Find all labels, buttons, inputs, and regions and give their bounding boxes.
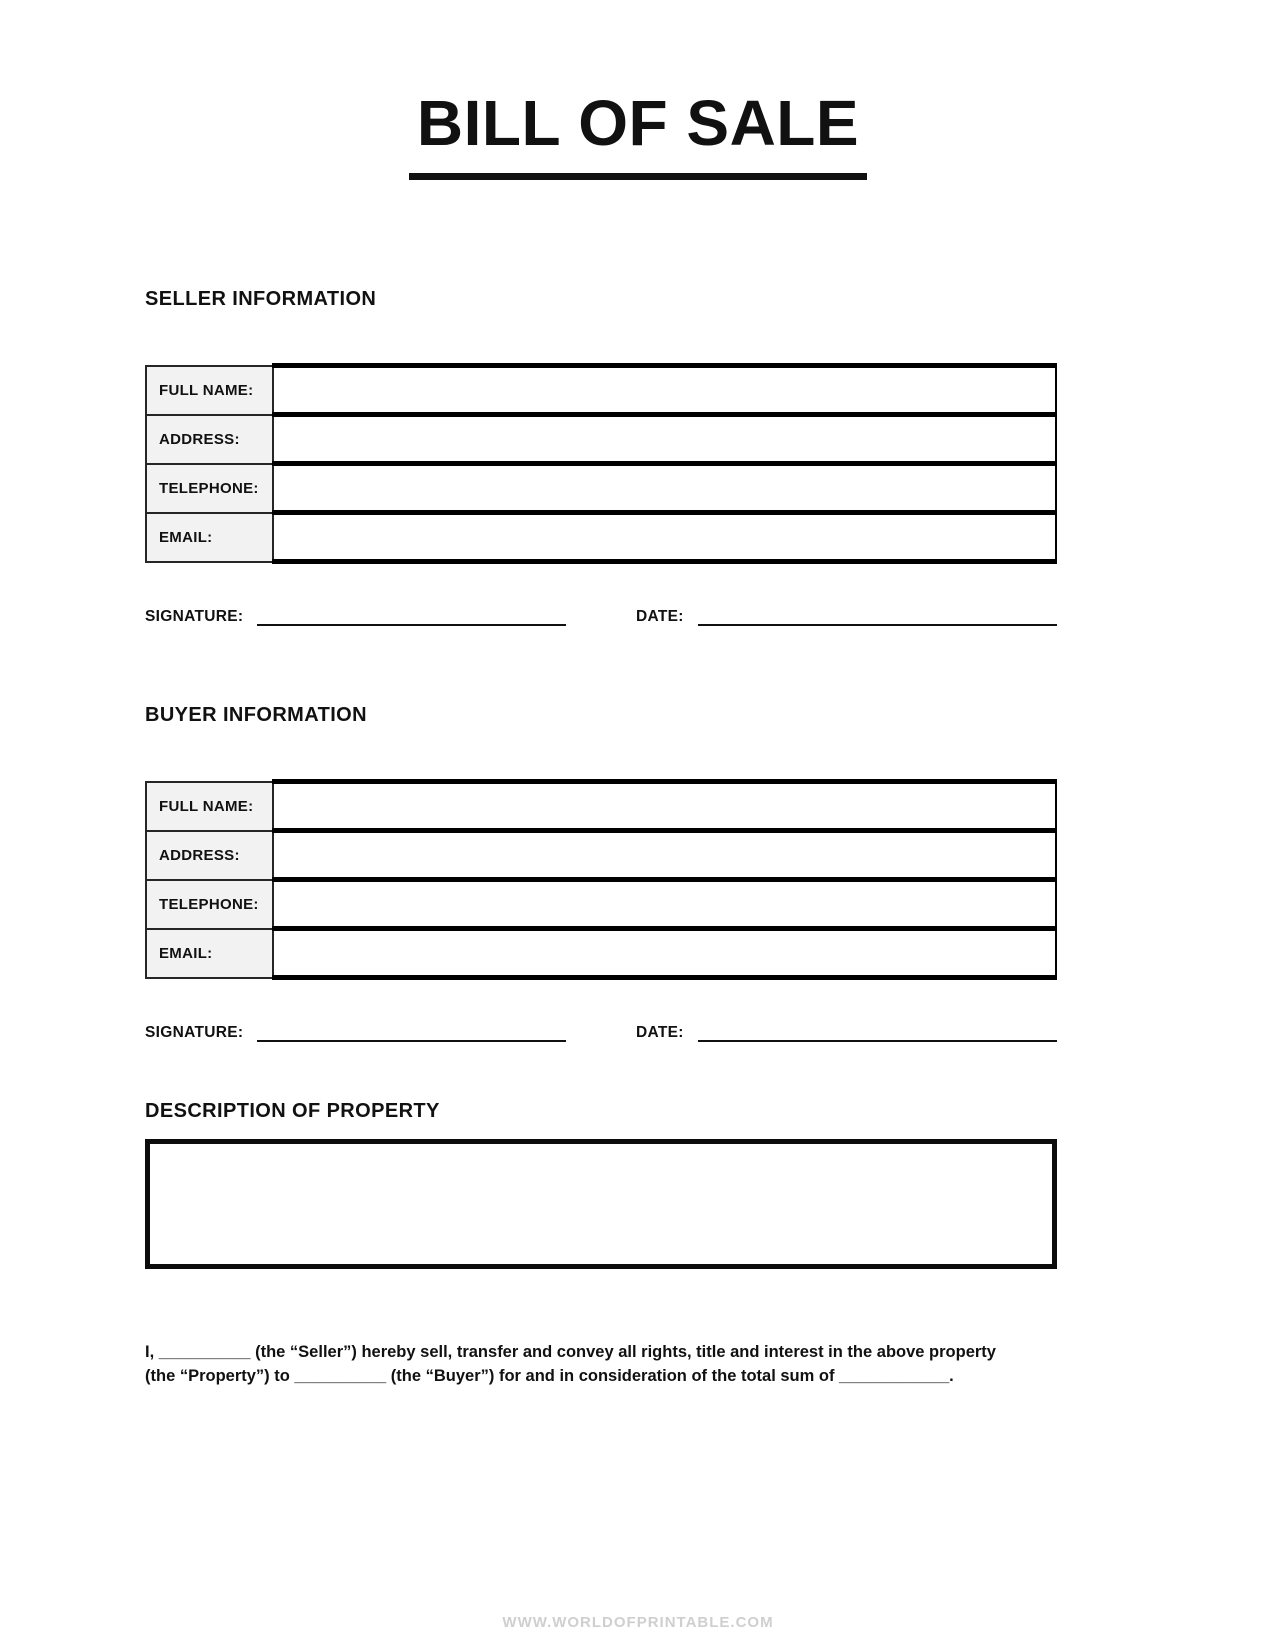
seller-date-group — [636, 608, 1057, 626]
table-row — [146, 782, 1056, 831]
seller-telephone-input[interactable] — [273, 464, 1056, 513]
buyer-date-label: DATE: — [636, 1024, 684, 1042]
buyer-address-label: ADDRESS: — [146, 831, 273, 880]
table-row — [146, 415, 1056, 464]
buyer-full-name-label: FULL NAME: — [146, 782, 273, 831]
seller-full-name-input[interactable] — [273, 366, 1056, 415]
buyer-email-label: EMAIL: — [146, 929, 273, 978]
buyer-signature-row — [145, 1020, 1057, 1042]
seller-signature-line[interactable] — [257, 610, 566, 626]
table-row — [146, 929, 1056, 978]
buyer-telephone-input[interactable] — [273, 880, 1056, 929]
table-row — [146, 366, 1056, 415]
buyer-date-group — [636, 1024, 1057, 1042]
table-row — [146, 464, 1056, 513]
legal-line-2: (the “Property”) to __________ (the “Buyer”) for and in consideration of the total sum of ____________. — [145, 1367, 954, 1386]
seller-info-table — [145, 363, 1057, 564]
table-row — [146, 880, 1056, 929]
title-underline — [409, 173, 867, 180]
property-section-heading: DESCRIPTION OF PROPERTY — [145, 1100, 440, 1123]
buyer-address-input[interactable] — [273, 831, 1056, 880]
property-description-input[interactable] — [145, 1139, 1057, 1269]
seller-signature-label: SIGNATURE: — [145, 608, 244, 626]
buyer-signature-label: SIGNATURE: — [145, 1024, 244, 1042]
seller-date-line[interactable] — [698, 610, 1057, 626]
seller-date-label: DATE: — [636, 608, 684, 626]
legal-line-1: I, __________ (the “Seller”) hereby sell, transfer and convey all rights, title and interest in the above property — [145, 1343, 996, 1362]
footer-url: WWW.WORLDOFPRINTABLE.COM — [502, 1614, 774, 1631]
table-row — [146, 831, 1056, 880]
buyer-email-input[interactable] — [273, 929, 1056, 978]
buyer-info-table — [145, 779, 1057, 980]
seller-address-label: ADDRESS: — [146, 415, 273, 464]
buyer-telephone-label: TELEPHONE: — [146, 880, 273, 929]
seller-full-name-label: FULL NAME: — [146, 366, 273, 415]
seller-email-label: EMAIL: — [146, 513, 273, 562]
table-row — [146, 513, 1056, 562]
buyer-section-heading: BUYER INFORMATION — [145, 704, 367, 727]
buyer-signature-line[interactable] — [257, 1026, 566, 1042]
buyer-signature-group — [145, 1024, 566, 1042]
seller-email-input[interactable] — [273, 513, 1056, 562]
seller-address-input[interactable] — [273, 415, 1056, 464]
buyer-full-name-input[interactable] — [273, 782, 1056, 831]
seller-section-heading: SELLER INFORMATION — [145, 288, 377, 311]
document-content — [145, 288, 1057, 1389]
page-title: BILL OF SALE — [416, 87, 860, 159]
legal-paragraph — [145, 1341, 1057, 1389]
buyer-date-line[interactable] — [698, 1026, 1057, 1042]
seller-signature-group — [145, 608, 566, 626]
seller-signature-row — [145, 604, 1057, 626]
seller-telephone-label: TELEPHONE: — [146, 464, 273, 513]
